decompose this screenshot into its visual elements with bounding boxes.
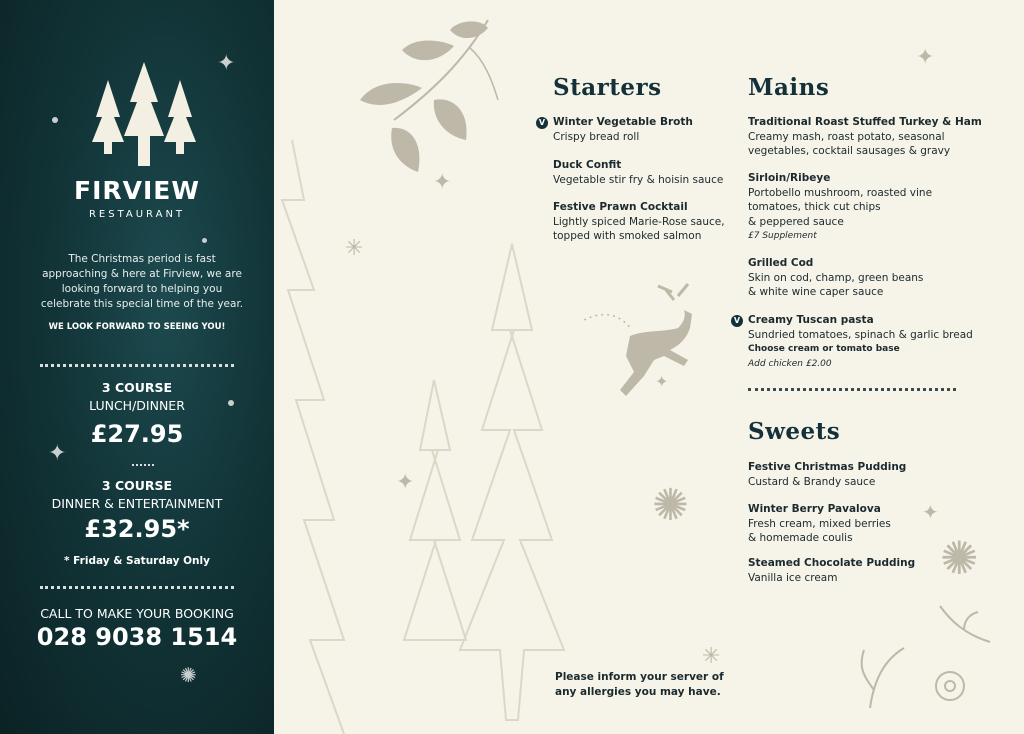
starburst-icon: ✳ [702,644,721,669]
offer-1-price: £27.95 [90,420,184,448]
snow-dot [202,238,207,243]
item-title: Festive Christmas Pudding [748,461,907,473]
menu-item [748,115,982,159]
starburst-icon: ✺ [180,663,197,687]
allergy-line: any allergies you may have. [555,686,721,698]
offer-note: * Friday & Saturday Only [64,555,210,567]
item-desc: Skin on cod, champ, green beans [748,271,924,284]
dotted-divider [40,586,234,589]
snow-dot [228,400,234,406]
intro-text: The Christmas period is fast approaching & here at Firview, we are looking forward to helping you celebrate this special time of the year. [40,253,244,310]
fir-trees-logo-icon [88,62,200,170]
offer-1-line2: LUNCH/DINNER [89,398,185,413]
sparkle-icon: ✦ [433,170,452,195]
info-panel [0,0,274,734]
sweets-heading: Sweets [748,418,841,445]
menu-item [748,460,906,489]
starburst-icon: ✺ [652,480,689,531]
starburst-icon: ✺ [940,531,979,585]
offer-2-line1: 3 COURSE [101,478,173,493]
dotted-divider [748,388,956,391]
item-desc: Fresh cream, mixed berries [748,517,891,530]
item-desc: & peppered sauce [748,215,844,228]
outline-tree-icon [282,140,564,734]
sparkle-icon: ✦ [916,45,935,70]
vegetarian-badge: V [536,117,548,129]
starters-heading: Starters [553,74,662,101]
menu-item [748,502,891,546]
item-option: Choose cream or tomato base [748,344,900,354]
booking-label: CALL TO MAKE YOUR BOOKING [40,606,234,621]
brand-subtitle: RESTAURANT [88,209,186,220]
menu-item [748,256,923,300]
item-desc: Creamy mash, roast potato, seasonal [748,130,945,143]
sparkle-icon: ✦ [396,470,415,495]
booking-phone[interactable]: 028 9038 1514 [36,623,238,651]
offer-2-price: £32.95* [84,515,190,543]
menu-item [553,115,693,144]
item-desc: vegetables, cocktail sausages & gravy [748,145,951,157]
item-desc: & white wine caper sauce [748,286,884,298]
item-title: Duck Confit [553,159,622,171]
item-desc: Lightly spiced Marie-Rose sauce, [553,215,725,228]
brand-name: FIRVIEW [74,176,200,205]
item-desc: Sundried tomatoes, spinach & garlic bread [748,328,973,341]
offer-1-line1: 3 COURSE [101,380,173,395]
item-title: Steamed Chocolate Pudding [748,557,916,569]
item-desc: Crispy bread roll [553,130,640,143]
item-desc: & homemade coulis [748,532,853,544]
menu-item [748,313,973,371]
item-title: Winter Vegetable Broth [553,116,693,128]
item-desc: topped with smoked salmon [553,230,702,242]
small-dotted-divider [132,464,154,466]
mains-heading: Mains [748,74,830,101]
menu-item [553,158,723,187]
item-desc: Portobello mushroom, roasted vine [748,186,933,199]
item-title: Winter Berry Pavalova [748,503,881,515]
item-title: Traditional Roast Stuffed Turkey & Ham [748,116,982,128]
sparkle-icon: ✦ [48,441,67,466]
item-desc: Vegetable stir fry & hoisin sauce [553,173,724,186]
menu-item [748,556,915,585]
dotted-divider [40,364,234,367]
menu-item [748,171,932,244]
menu-item [553,200,725,244]
sparkle-icon: ✦ [217,51,236,76]
allergy-line: Please inform your server of [555,671,724,683]
item-desc: Vanilla ice cream [748,571,838,584]
item-title: Festive Prawn Cocktail [553,201,688,213]
item-title: Grilled Cod [748,257,814,269]
sparkle-icon: ✦ [655,372,669,391]
item-supplement: Add chicken £2.00 [748,358,832,369]
vegetarian-badge: V [731,315,743,327]
item-desc: tomatoes, thick cut chips [748,201,881,213]
item-title: Creamy Tuscan pasta [748,314,874,326]
snow-dot [52,117,58,123]
starburst-icon: ✳ [345,236,364,261]
item-supplement: £7 Supplement [748,231,817,241]
allergy-notice [555,670,724,700]
offer-2-line2: DINNER & ENTERTAINMENT [51,496,223,511]
item-title: Sirloin/Ribeye [748,172,831,184]
sparkle-icon: ✦ [922,500,939,524]
look-forward-text: WE LOOK FORWARD TO SEEING YOU! [48,322,226,332]
item-desc: Custard & Brandy sauce [748,475,876,488]
